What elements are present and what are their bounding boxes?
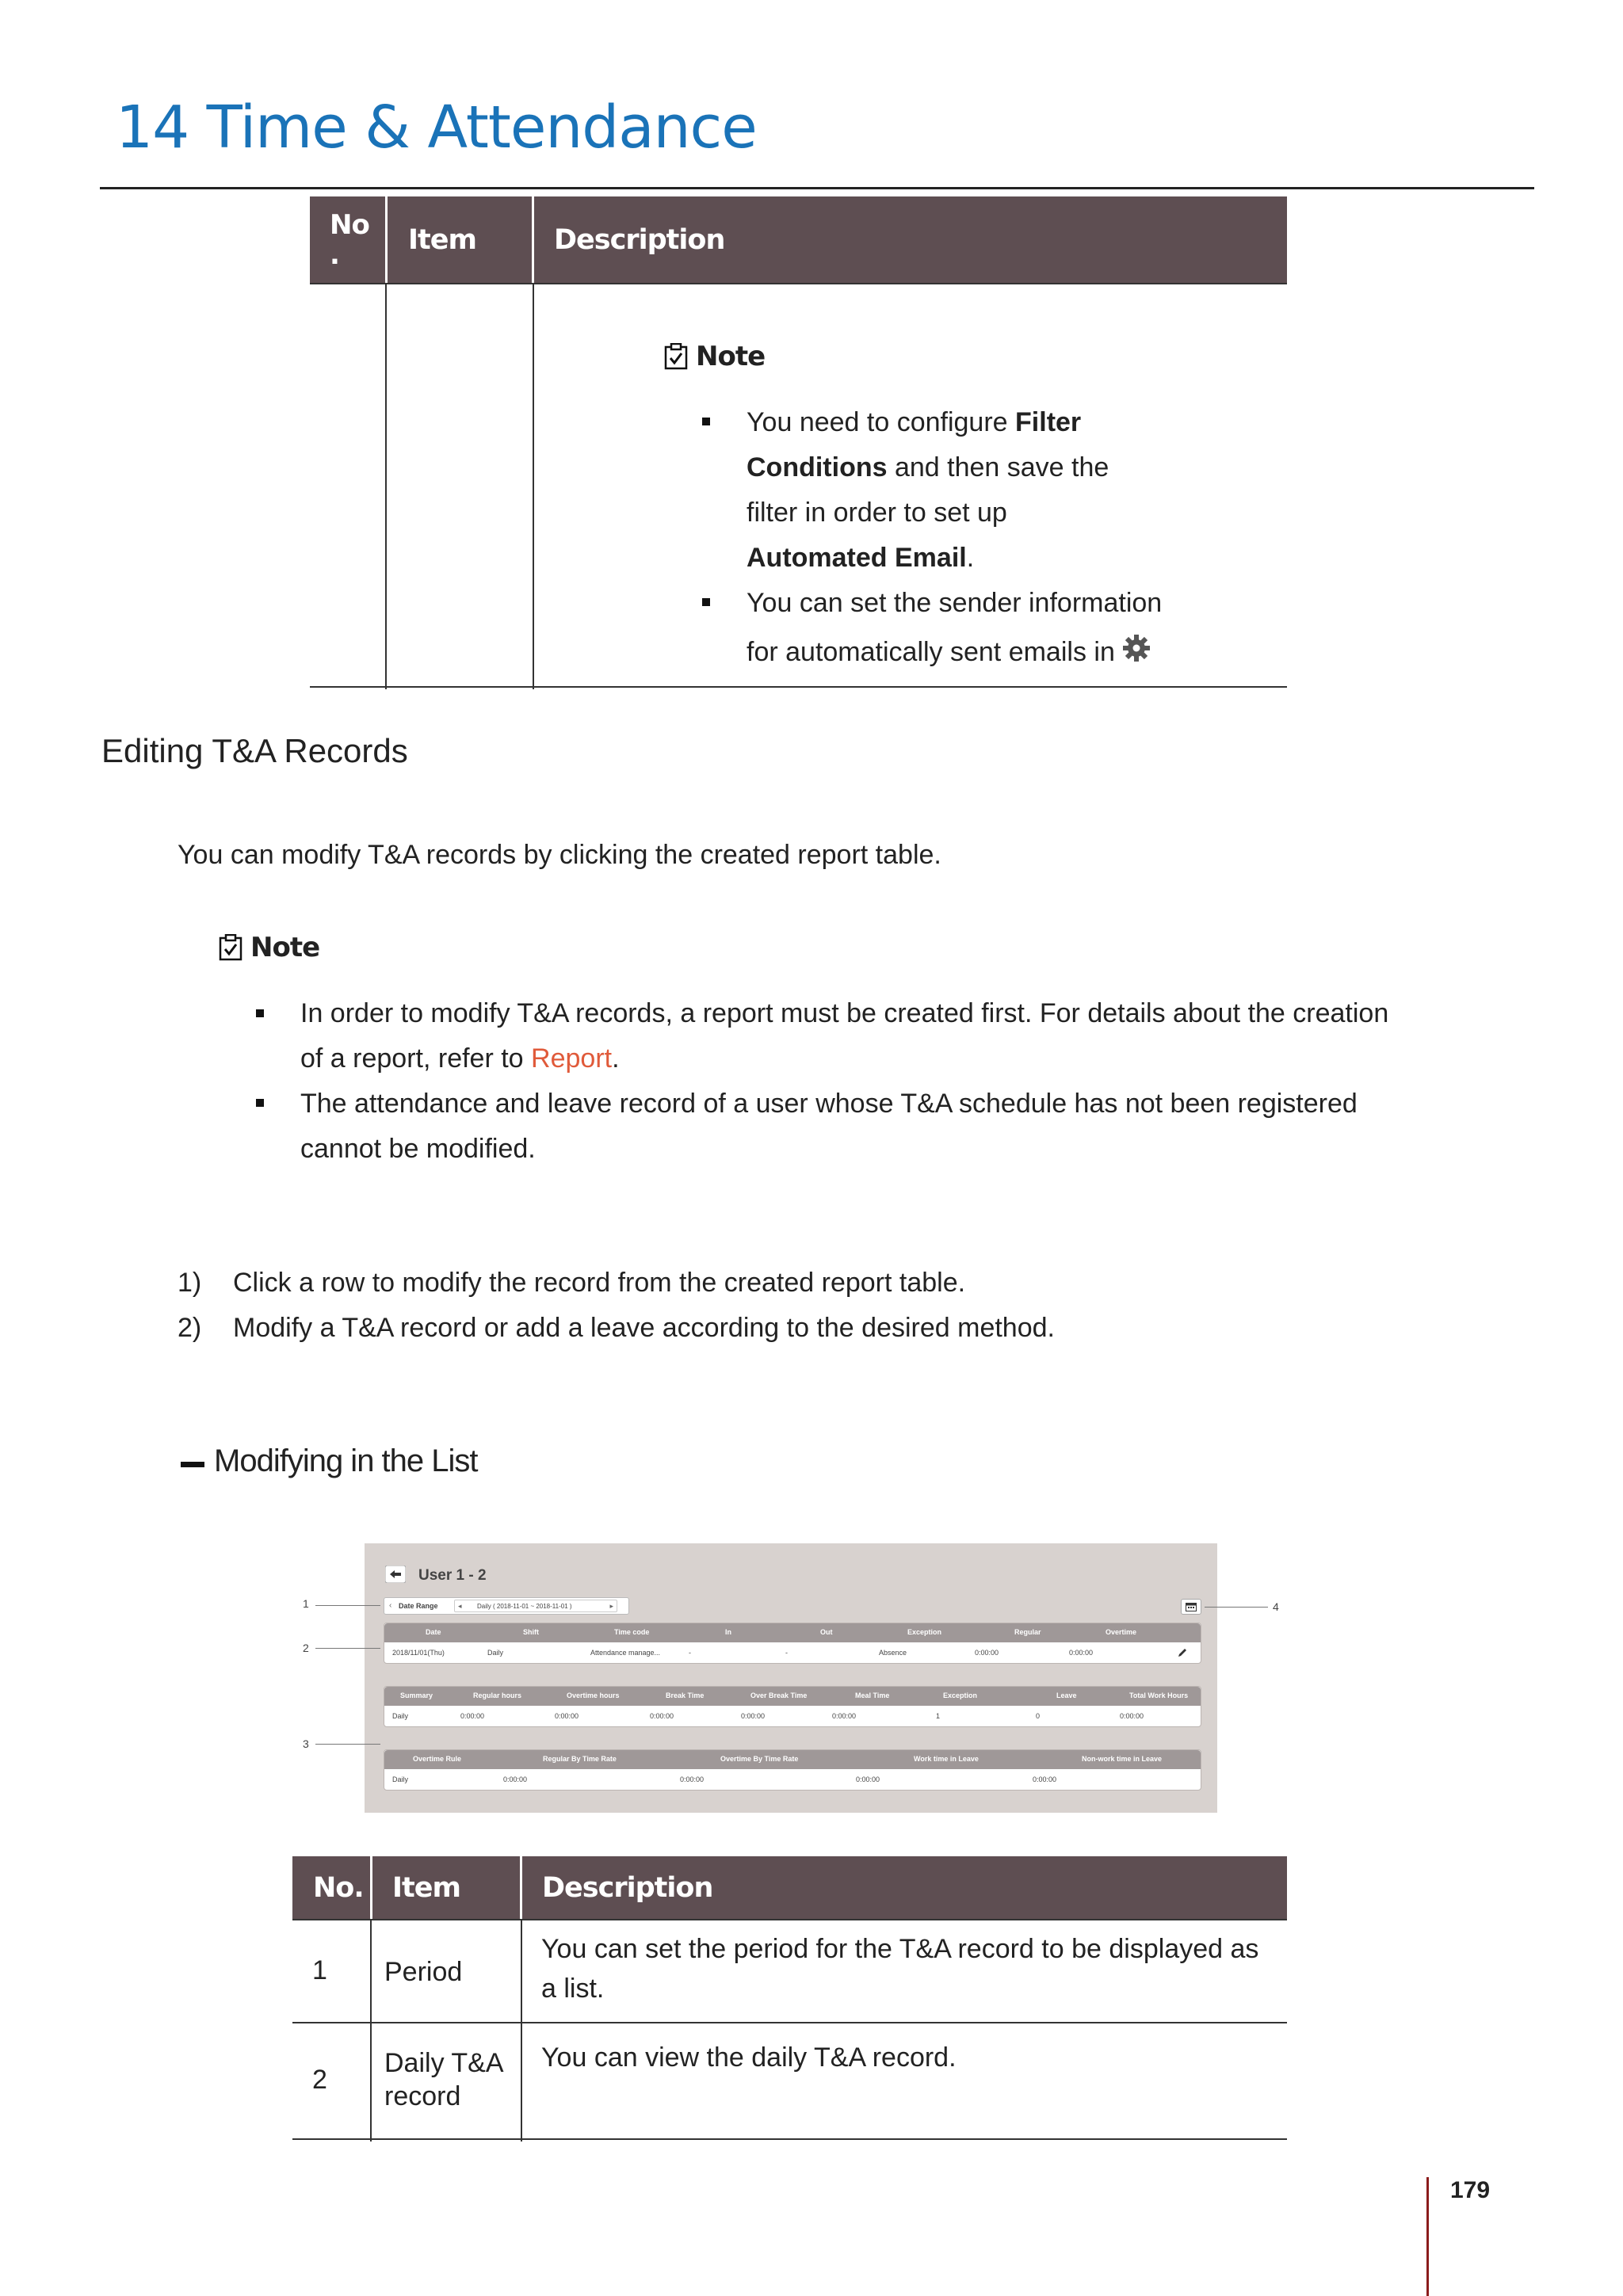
table1-header-no: No . [330, 209, 369, 271]
overtime-rule-header: Overtime Rule Regular By Time Rate Overtime By Time Rate Work time in Leave Non-work time in Leave [384, 1750, 1201, 1769]
section-intro: You can modify T&A records by clicking the created report table. [178, 840, 941, 870]
table2-rule [292, 1919, 1287, 1920]
table1-rule [310, 283, 1287, 284]
section-note-title [219, 932, 319, 963]
table2-header-item: Item [392, 1872, 460, 1904]
table1-note-line: You can set the sender information [747, 588, 1163, 618]
table1-note-line: You need to configure Filter [747, 407, 1082, 437]
calendar-icon [1186, 1602, 1197, 1611]
table2-row-rule [292, 2022, 1287, 2023]
chevron-left-icon: ‹ [389, 1601, 392, 1610]
footer-rule [1426, 2177, 1429, 2296]
subsection-title: Modifying in the List [214, 1444, 478, 1478]
table1-col-line [533, 284, 534, 689]
table2-header-divider [520, 1856, 522, 1920]
table2-cell-no: 2 [312, 2065, 327, 2095]
clipboard-check-icon [219, 934, 242, 961]
table1-header [310, 196, 1287, 284]
bullet-marker [256, 1009, 264, 1017]
step-text: Modify a T&A record or add a leave according to the desired method. [233, 1313, 1055, 1343]
subsection-dash [181, 1462, 204, 1467]
table-row[interactable]: Daily 0:00:00 0:00:00 0:00:00 0:00:00 0:00:00 1 0 0:00:00 [392, 1712, 1144, 1720]
callout-number: 4 [1273, 1600, 1279, 1613]
table-row[interactable]: 2018/11/01(Thu) Daily Attendance manage... - - Absence 0:00:00 0:00:00 [384, 1642, 1201, 1663]
summary-panel [384, 1686, 1201, 1727]
page-number: 179 [1450, 2177, 1491, 2203]
table1-note-line: Automated Email. [747, 543, 975, 573]
gear-icon [1122, 634, 1151, 662]
date-range-value: Daily ( 2018-11-01 ~ 2018-11-01 ) [477, 1603, 572, 1610]
note-label: Note [250, 932, 320, 963]
callout-line [315, 1744, 380, 1745]
table1-header-item: Item [408, 224, 476, 256]
header-rule [100, 187, 1534, 189]
table2-header-no: No. [313, 1872, 364, 1904]
overtime-rule-panel [384, 1749, 1201, 1791]
table1-note-line: filter in order to set up [747, 498, 1007, 528]
clipboard-check-icon [664, 343, 688, 370]
daily-record-panel [384, 1623, 1201, 1664]
step-number: 1) [178, 1268, 202, 1298]
summary-header: Summary Regular hours Overtime hours Break Time Over Break Time Meal Time Exception Leave Total Work Hours [384, 1687, 1201, 1706]
back-arrow-icon[interactable] [385, 1566, 406, 1583]
section-note-line: of a report, refer to Report. [300, 1043, 620, 1074]
table2-header [292, 1856, 1287, 1920]
callout-line [315, 1648, 380, 1649]
report-link[interactable]: Report [531, 1043, 613, 1074]
calendar-button[interactable] [1181, 1599, 1201, 1615]
section-title: Editing T&A Records [101, 732, 408, 769]
table2-bottom-rule [292, 2138, 1287, 2140]
callout-number: 3 [303, 1737, 309, 1750]
table2-cell-description: You can set the period for the T&A record to be displayed as a list. [541, 1934, 1259, 2004]
chapter-title: 14 Time & Attendance [116, 93, 757, 162]
table2-cell-item: Daily T&A record [384, 2048, 502, 2111]
bullet-marker [702, 418, 710, 425]
table1-col-line [385, 284, 387, 689]
callout-line [1205, 1607, 1268, 1608]
note-label: Note [696, 341, 766, 372]
figure-screenshot [365, 1543, 1217, 1813]
step-text: Click a row to modify the record from the created report table. [233, 1268, 966, 1298]
table2-cell-description: You can view the daily T&A record. [541, 2042, 957, 2073]
callout-number: 2 [303, 1642, 309, 1654]
table2-header-description: Description [542, 1872, 713, 1904]
table2-cell-no: 1 [312, 1955, 327, 1985]
table1-note-title [664, 341, 765, 372]
table1-header-divider [385, 196, 388, 284]
section-note-line: cannot be modified. [300, 1134, 536, 1164]
bullet-marker [256, 1099, 264, 1107]
edit-pencil-icon[interactable] [1177, 1647, 1188, 1658]
table1-note-line: for automatically sent emails in [747, 630, 1151, 675]
table-row[interactable]: Daily 0:00:00 0:00:00 0:00:00 0:00:00 [392, 1775, 1057, 1783]
table1-header-divider [532, 196, 534, 284]
section-note-line: The attendance and leave record of a user whose T&A schedule has not been registered [300, 1089, 1358, 1119]
table2-col-line [521, 1920, 522, 2142]
date-range-selector[interactable] [454, 1600, 617, 1612]
table1-note-line: Conditions and then save the [747, 452, 1109, 482]
table1-bottom-rule [310, 686, 1287, 688]
step-number: 2) [178, 1313, 202, 1343]
section-note-line: In order to modify T&A records, a report must be created first. For details about the creation [300, 998, 1389, 1028]
daily-record-header: Date Shift Time code In Out Exception Regular Overtime [384, 1623, 1201, 1642]
callout-number: 1 [303, 1597, 309, 1610]
callout-line [315, 1605, 380, 1606]
figure-title: User 1 - 2 [418, 1567, 487, 1584]
table2-col-line [370, 1920, 372, 2142]
date-range-control[interactable] [384, 1597, 629, 1615]
chevron-right-icon[interactable]: ▸ [609, 1602, 613, 1610]
bullet-marker [702, 598, 710, 606]
table2-header-divider [370, 1856, 372, 1920]
chevron-left-icon[interactable]: ◂ [458, 1602, 462, 1610]
date-range-label: Date Range [399, 1602, 438, 1610]
table2-cell-item: Period [384, 1957, 463, 1987]
table1-header-description: Description [554, 224, 725, 256]
